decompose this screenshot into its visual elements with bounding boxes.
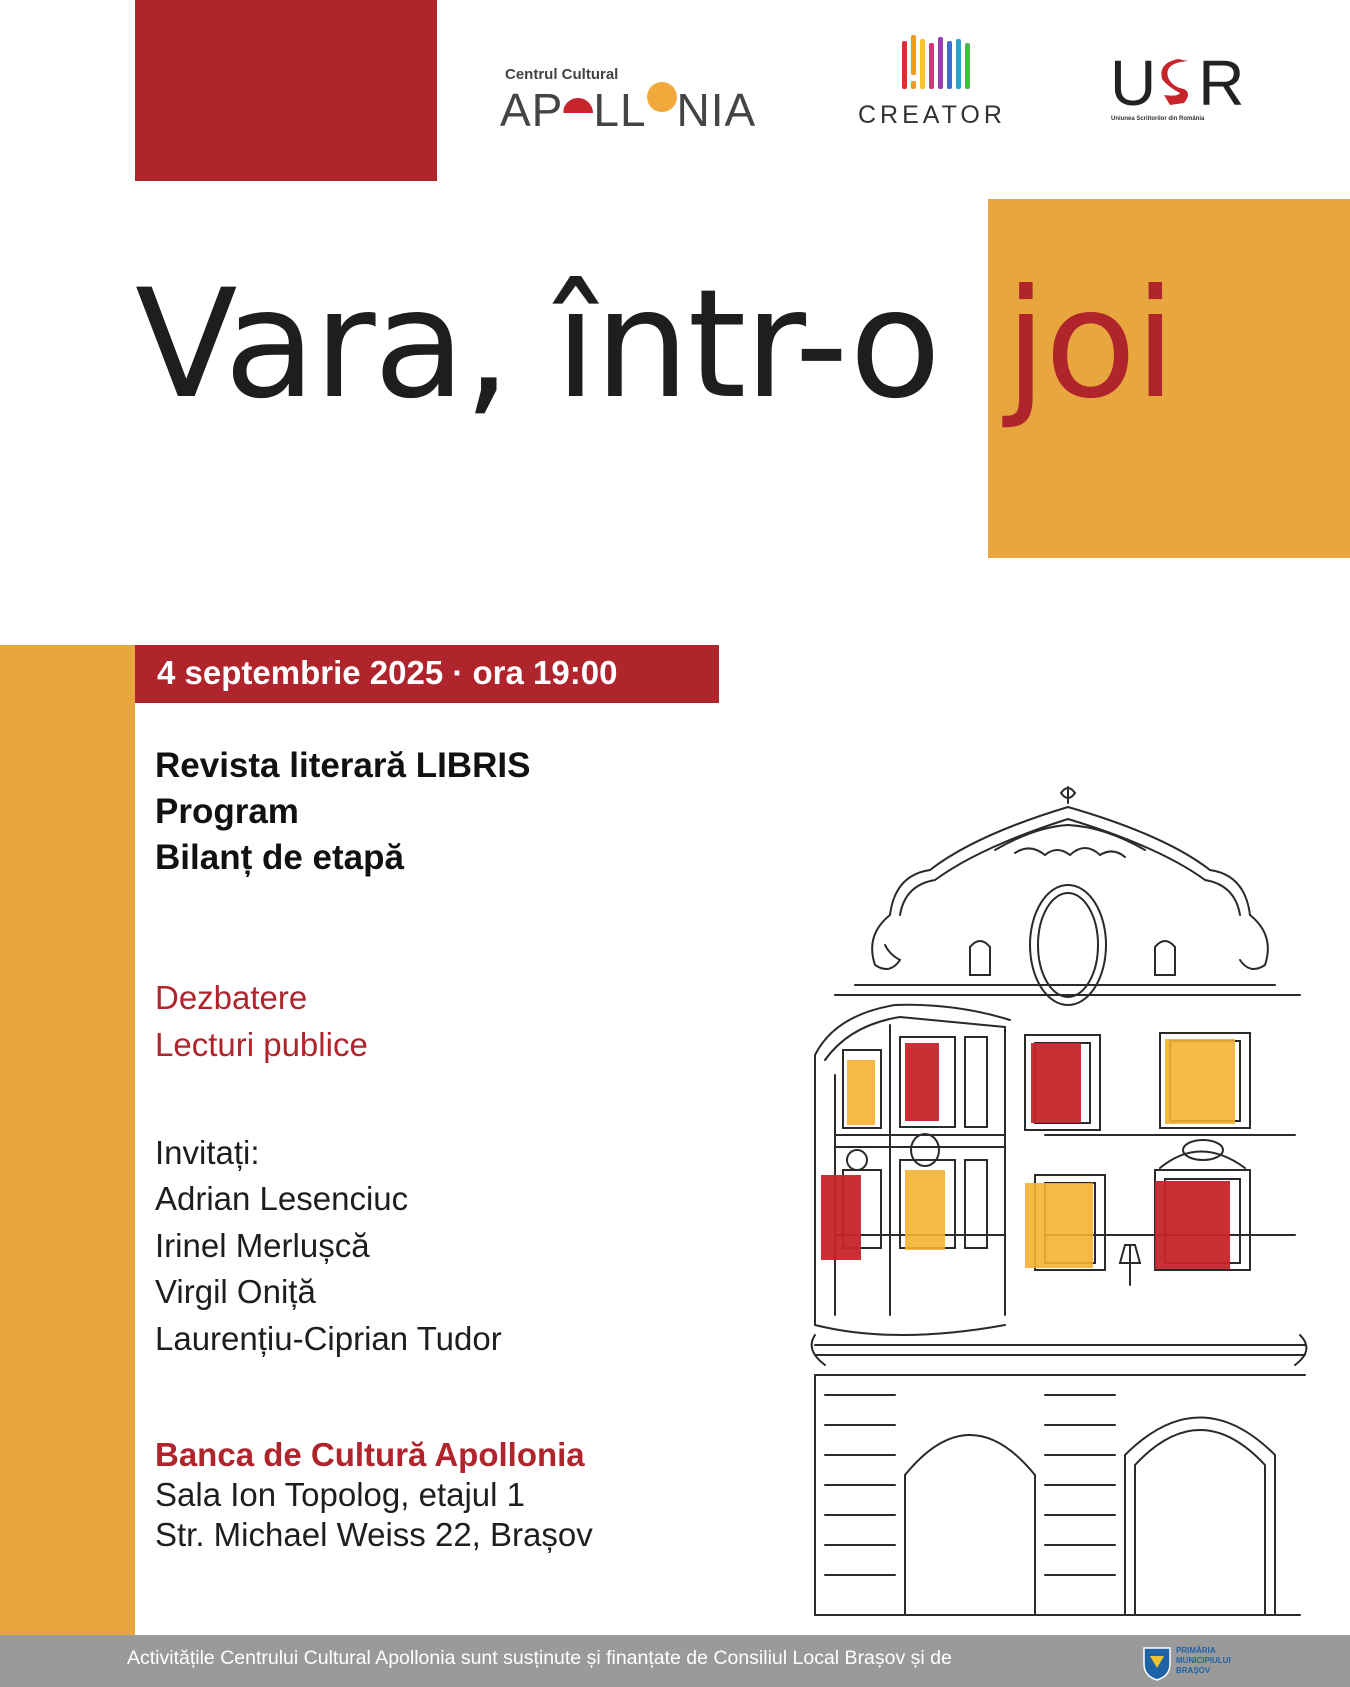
guest-name: Adrian Lesenciuc [155, 1180, 409, 1217]
orange-circle-icon [647, 82, 677, 112]
coat-of-arms-icon [1140, 1640, 1174, 1682]
date-banner [135, 645, 719, 703]
page-title-accent: joi [1005, 258, 1175, 432]
red-half-circle-icon [563, 98, 593, 128]
venue-room: Sala Ion Topolog, etajul 1 [155, 1476, 526, 1513]
apollonia-logo-top-line: Centrul Cultural [505, 66, 619, 83]
red-decorative-block [135, 0, 437, 181]
guest-name: Irinel Merlușcă [155, 1227, 370, 1264]
venue-name: Banca de Cultură Apollonia [155, 1436, 585, 1473]
sponsor-logo-line: BRAȘOV [1176, 1666, 1211, 1675]
page-title: Vara, într-o [135, 258, 940, 432]
sponsor-logo-line: MUNICIPIULUI [1176, 1656, 1231, 1665]
program-line: Revista literară LIBRIS [155, 746, 531, 785]
primaria-brasov-logo [1140, 1640, 1280, 1684]
guests-label: Invitați: [155, 1134, 260, 1171]
venue-address: Str. Michael Weiss 22, Brașov [155, 1516, 593, 1553]
orange-side-bar [0, 645, 135, 1635]
activity-item: Lecturi publice [155, 1026, 368, 1063]
usr-logo [1110, 47, 1260, 132]
apollonia-logo [500, 62, 770, 136]
guest-name: Virgil Oniță [155, 1273, 316, 1310]
usr-logo-letters: U R [1110, 47, 1247, 119]
red-s-book-icon [1158, 57, 1198, 109]
program-line: Program [155, 792, 299, 831]
creator-logo [858, 35, 1018, 130]
event-date-time: 4 septembrie 2025 · ora 19:00 [157, 654, 618, 691]
sponsor-logo-line: PRIMĂRIA [1176, 1646, 1216, 1655]
building-illustration [795, 775, 1315, 1625]
creator-logo-text: CREATOR [858, 101, 1006, 129]
program-line: Bilanț de etapă [155, 838, 404, 877]
footer-sponsor-text: Activitățile Centrului Cultural Apollonia sunt susținute și finanțate de Consiliul Local Brașov și de [127, 1647, 952, 1669]
apollonia-logo-name: AP LL NIA [500, 84, 757, 136]
color-bars-icon [900, 35, 980, 95]
usr-logo-subtitle: Uniunea Scriitorilor din România [1111, 116, 1205, 122]
guest-name: Laurențiu-Ciprian Tudor [155, 1320, 502, 1357]
activity-item: Dezbatere [155, 979, 308, 1016]
